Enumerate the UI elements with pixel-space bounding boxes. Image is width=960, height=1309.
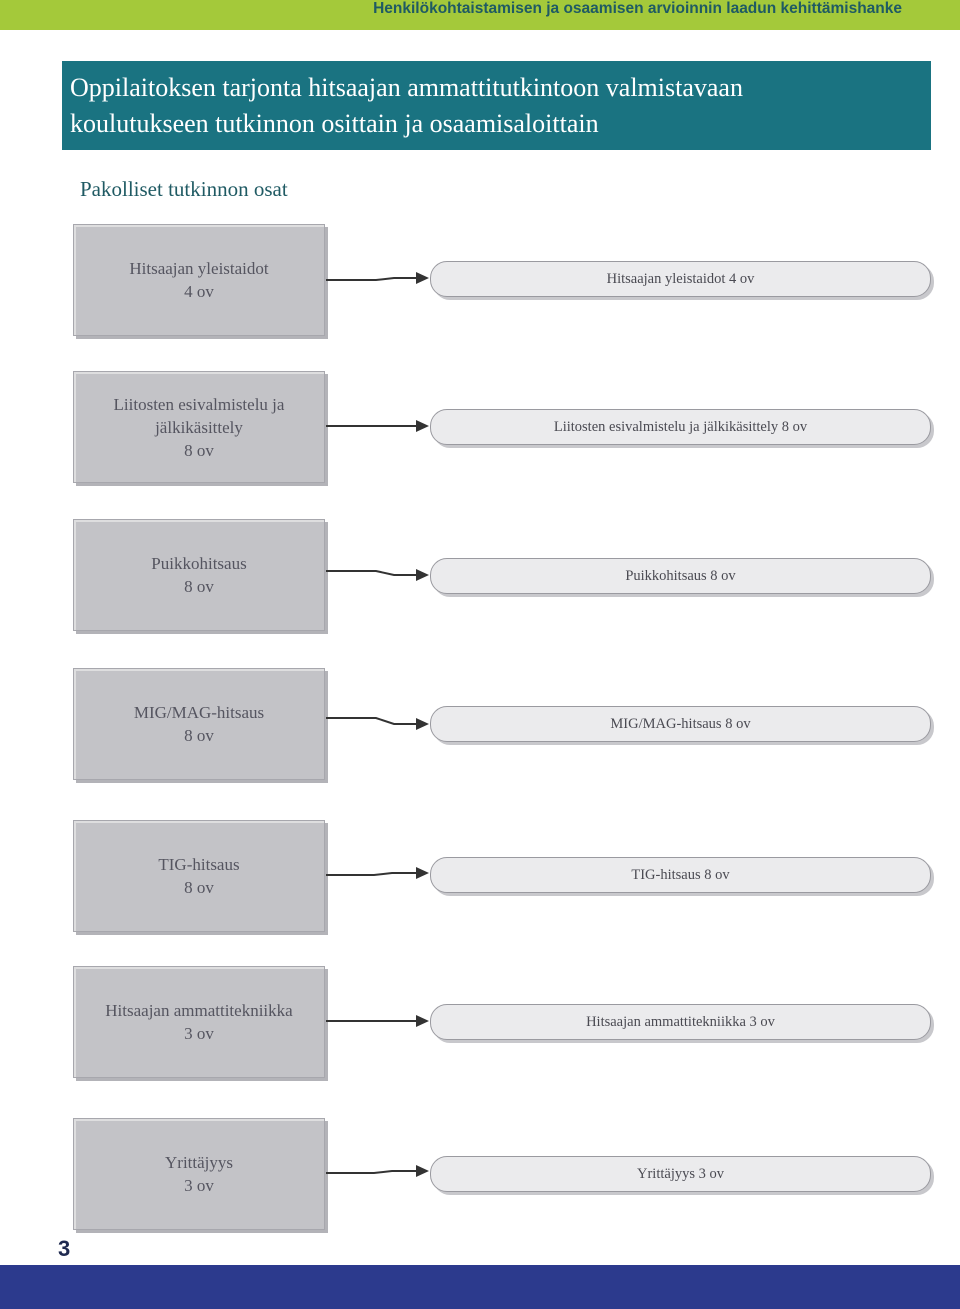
offering-pill: Hitsaajan yleistaidot 4 ov bbox=[430, 261, 931, 297]
offering-pill: Yrittäjyys 3 ov bbox=[430, 1156, 931, 1192]
arrow-connector bbox=[324, 224, 430, 336]
header-bar bbox=[0, 0, 960, 30]
unit-name-line: MIG/MAG-hitsaus bbox=[133, 703, 265, 722]
arrow-connector bbox=[324, 1118, 430, 1230]
unit-row bbox=[0, 668, 960, 780]
unit-name-line: Liitosten esivalmistelu ja bbox=[113, 394, 285, 414]
section-heading: Pakolliset tutkinnon osat bbox=[80, 177, 288, 201]
unit-credits: 3 ov bbox=[184, 1024, 214, 1043]
arrow-connector bbox=[324, 371, 430, 483]
unit-name-line: Hitsaajan yleistaidot bbox=[129, 259, 269, 278]
unit-name-line: jälkikäsittely bbox=[155, 417, 243, 437]
unit-box bbox=[73, 371, 325, 483]
arrow-connector bbox=[324, 820, 430, 932]
project-title: Henkilökohtaistamisen ja osaamisen arvioinnin laadun kehittämishanke bbox=[373, 0, 902, 17]
unit-name-line: Puikkohitsaus bbox=[151, 554, 247, 573]
unit-row bbox=[0, 224, 960, 336]
unit-credits: 8 ov bbox=[184, 440, 214, 460]
offering-pill: Puikkohitsaus 8 ov bbox=[430, 558, 931, 594]
unit-credits: 8 ov bbox=[184, 726, 214, 745]
arrow-connector bbox=[324, 966, 430, 1078]
page-title-line-2: koulutukseen tutkinnon osittain ja osaamisaloittain bbox=[70, 109, 599, 138]
unit-name-line: Yrittäjyys bbox=[165, 1153, 233, 1172]
unit-box bbox=[73, 820, 325, 932]
arrow-connector bbox=[324, 668, 430, 780]
offering-pill: Hitsaajan ammattitekniikka 3 ov bbox=[430, 1004, 931, 1040]
unit-row bbox=[0, 820, 960, 932]
unit-credits: 3 ov bbox=[184, 1176, 214, 1195]
unit-box bbox=[73, 966, 325, 1078]
unit-credits: 4 ov bbox=[184, 282, 214, 301]
unit-name-line: TIG-hitsaus bbox=[158, 855, 240, 874]
unit-row bbox=[0, 371, 960, 483]
offering-pill: MIG/MAG-hitsaus 8 ov bbox=[430, 706, 931, 742]
footer-bar bbox=[0, 1265, 960, 1309]
unit-row bbox=[0, 1118, 960, 1230]
arrow-connector bbox=[324, 519, 430, 631]
unit-box bbox=[73, 519, 325, 631]
unit-credits: 8 ov bbox=[184, 577, 214, 596]
unit-row bbox=[0, 966, 960, 1078]
unit-name-line: Hitsaajan ammattitekniikka bbox=[105, 1001, 293, 1020]
unit-row bbox=[0, 519, 960, 631]
unit-box bbox=[73, 1118, 325, 1230]
offering-pill: Liitosten esivalmistelu ja jälkikäsittely 8 ov bbox=[430, 409, 931, 445]
unit-box bbox=[73, 668, 325, 780]
unit-box bbox=[73, 224, 325, 336]
title-banner bbox=[62, 61, 931, 150]
unit-credits: 8 ov bbox=[184, 878, 214, 897]
page-title-line-1: Oppilaitoksen tarjonta hitsaajan ammattitutkintoon valmistavaan bbox=[70, 73, 743, 102]
page-number: 3 bbox=[58, 1236, 71, 1261]
offering-pill: TIG-hitsaus 8 ov bbox=[430, 857, 931, 893]
